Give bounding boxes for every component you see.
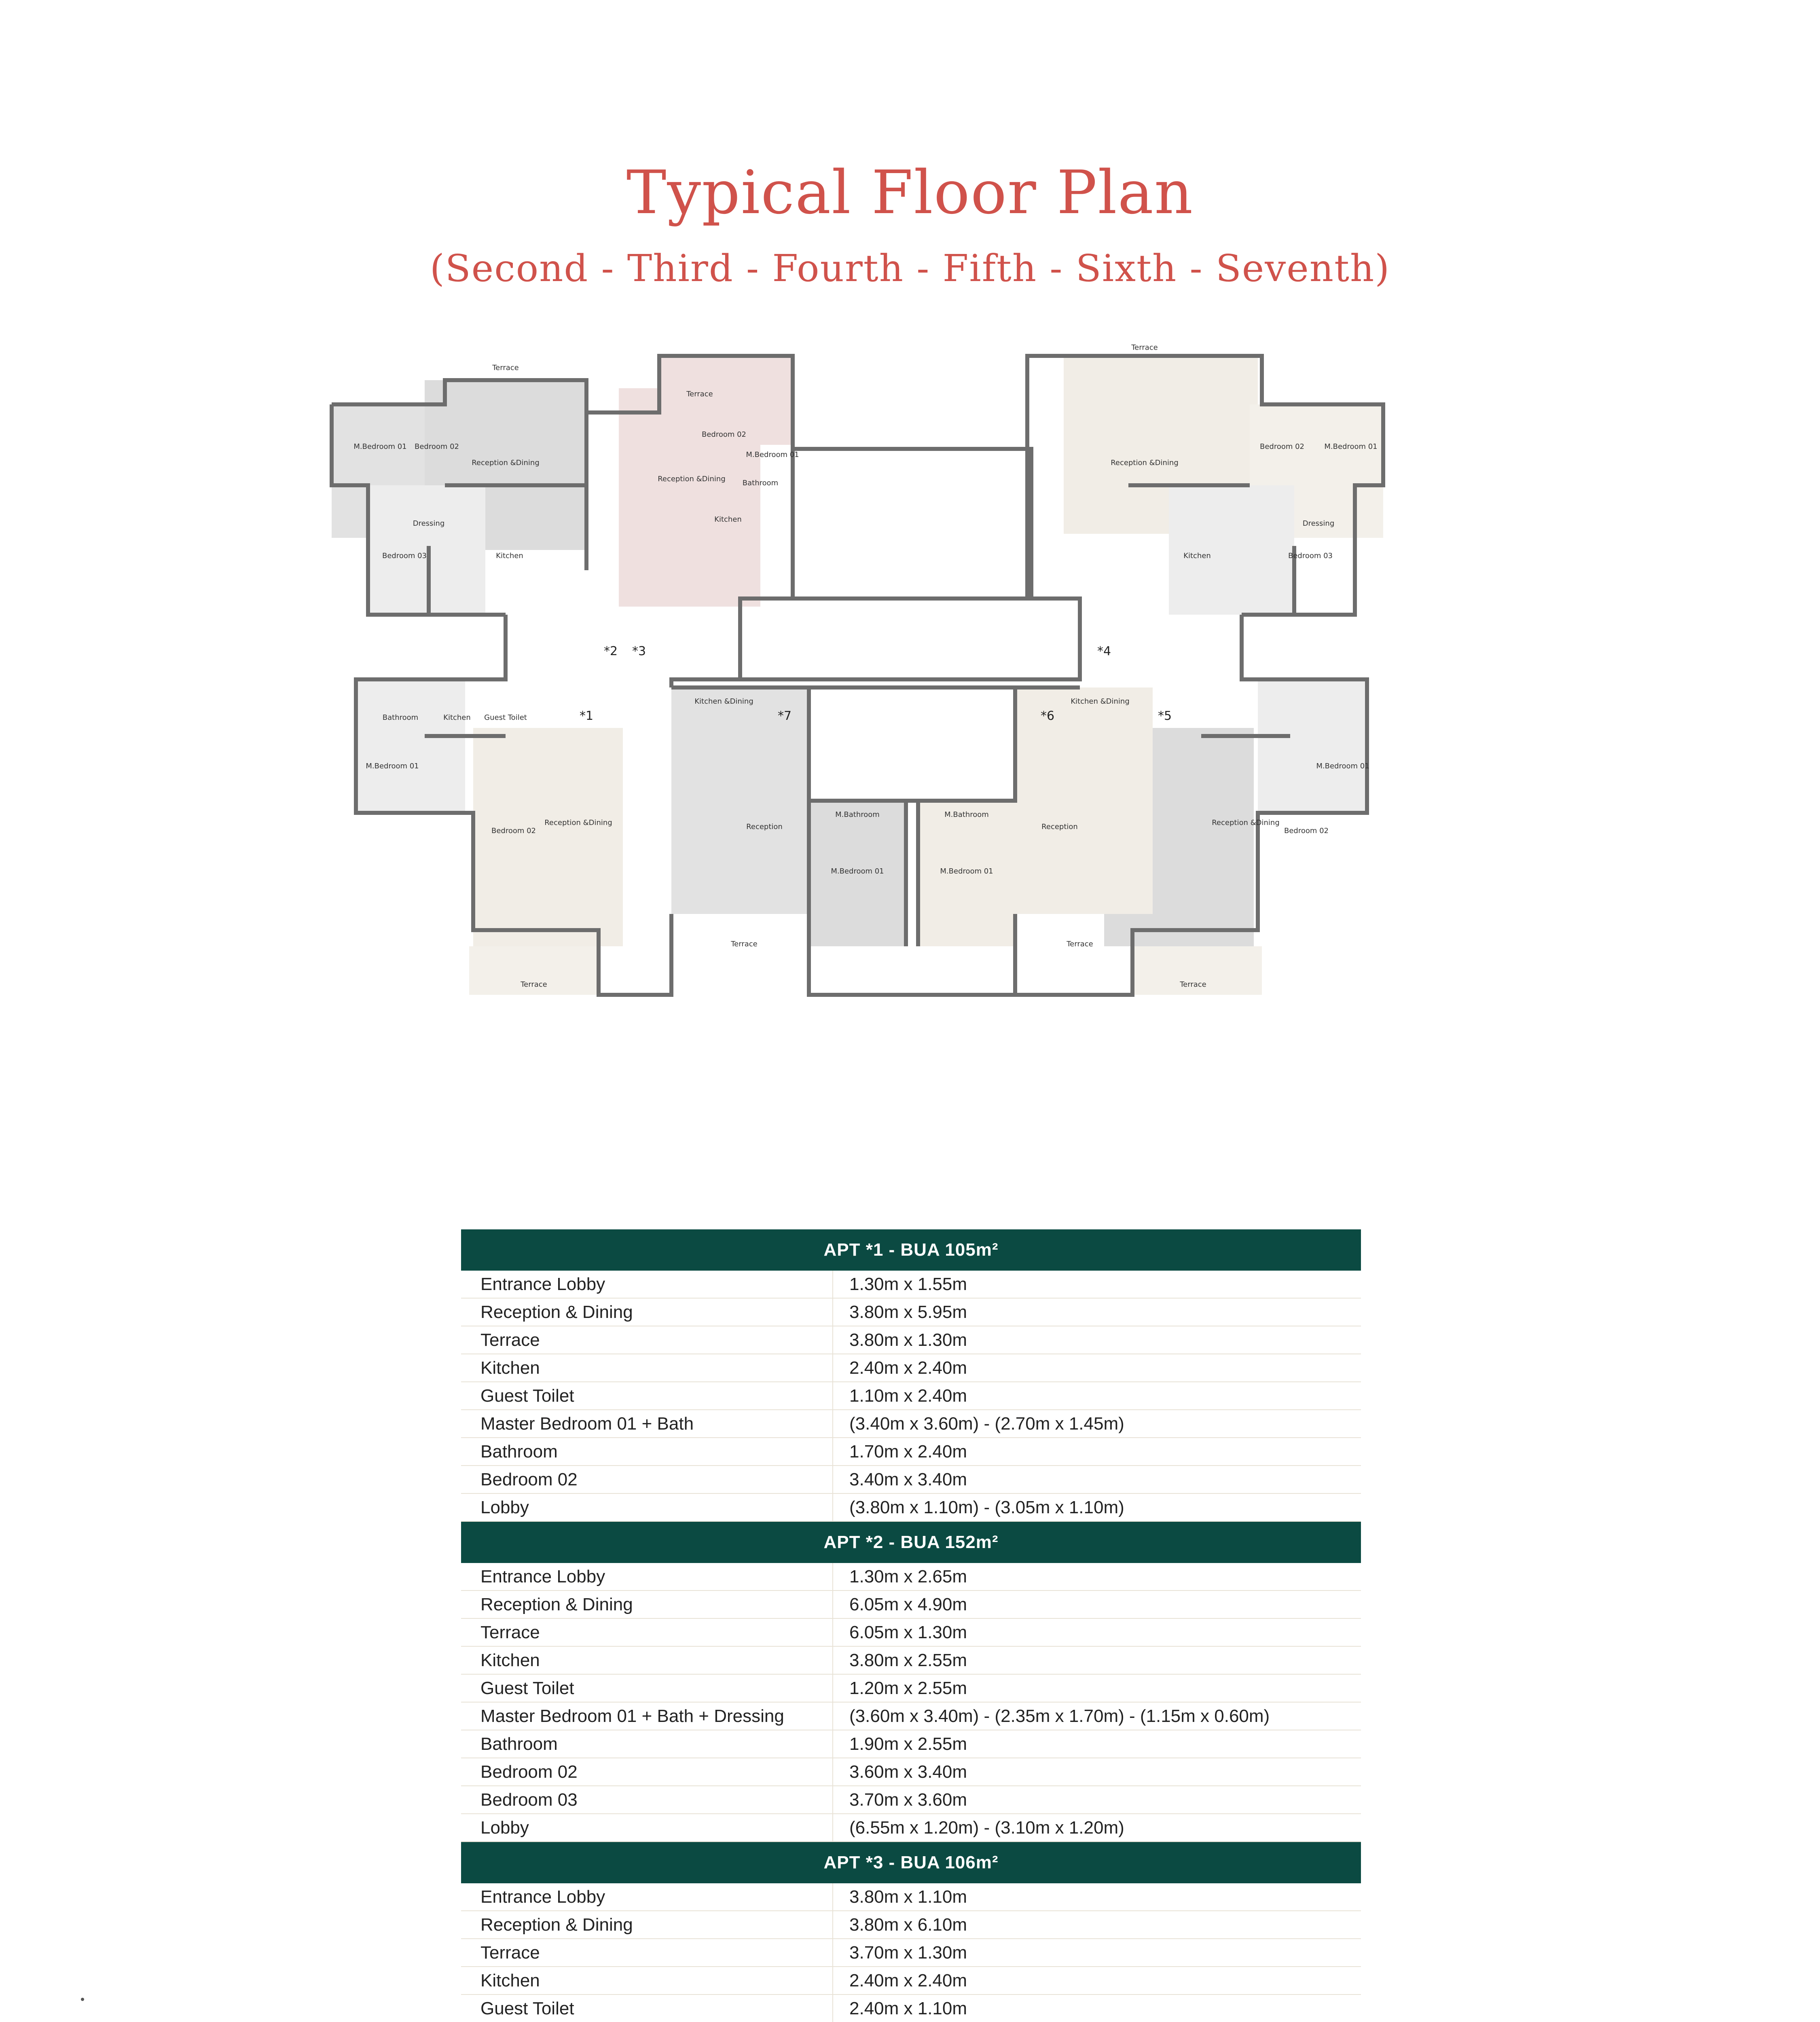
terrace-label: Terrace [1131, 343, 1158, 352]
room-name: Bathroom [461, 1730, 833, 1758]
unit-number: *6 [1040, 709, 1055, 723]
bedroom-label: Bedroom 02 [1259, 442, 1305, 451]
room-name: Guest Toilet [461, 1995, 833, 2022]
room-dimensions: 1.20m x 2.55m [849, 1678, 967, 1698]
terrace-label: Terrace [686, 390, 713, 398]
room-name: Master Bedroom 01 + Bath + Dressing [461, 1703, 833, 1730]
bedroom-label: M.Bedroom 01 [746, 451, 799, 459]
table-row [461, 1382, 1361, 1410]
room-dimensions: 6.05m x 4.90m [849, 1594, 967, 1614]
room-name: Guest Toilet [461, 1675, 833, 1702]
room-name: Lobby [461, 1494, 833, 1521]
apartment-header: APT *2 - BUA 152m² [461, 1522, 1361, 1563]
unit-number: *5 [1158, 709, 1172, 723]
room-dimensions: 3.60m x 3.40m [849, 1762, 967, 1782]
room-name: Terrace [461, 1326, 833, 1354]
bedroom-label: Bedroom 03 [382, 552, 427, 560]
bedroom-label: Bedroom 02 [414, 442, 459, 451]
room-dimensions: 1.10m x 2.40m [849, 1385, 967, 1406]
unit-number: *7 [777, 709, 792, 723]
room-dimensions: 2.40m x 1.10m [849, 1998, 967, 2018]
kitchen-label: Kitchen [443, 713, 471, 722]
apartment-header: APT *3 - BUA 106m² [461, 1842, 1361, 1883]
room-dimensions: 6.05m x 1.30m [849, 1622, 967, 1642]
reception-label: Reception &Dining [472, 459, 540, 467]
room-name: Entrance Lobby [461, 1271, 833, 1298]
kitchen-label: Kitchen [714, 515, 742, 524]
room-name: Bathroom [461, 1438, 833, 1465]
kitchen-label: Kitchen [496, 552, 523, 560]
apartment-table [461, 1842, 1361, 2022]
table-row [461, 1647, 1361, 1675]
unit-number: *4 [1097, 644, 1111, 658]
bedroom-label: Bedroom 02 [1284, 827, 1329, 835]
table-row [461, 1967, 1361, 1995]
kitchen-label: Kitchen [1183, 552, 1211, 560]
apartment-header: APT *1 - BUA 105m² [461, 1229, 1361, 1271]
floor-plan-drawing [320, 332, 1505, 1092]
guest-toilet-label: Guest Toilet [484, 713, 527, 722]
room-dimensions: 2.40m x 2.40m [849, 1970, 967, 1990]
bedroom-label: M.Bedroom 01 [831, 867, 884, 876]
table-row [461, 1271, 1361, 1299]
terrace-label: Terrace [731, 940, 758, 948]
room-dimensions: (3.80m x 1.10m) - (3.05m x 1.10m) [849, 1497, 1124, 1517]
room-name: Terrace [461, 1619, 833, 1646]
terrace-label: Terrace [1067, 940, 1093, 948]
bedroom-label: M.Bedroom 01 [940, 867, 993, 876]
room-dimensions: 3.70m x 1.30m [849, 1942, 967, 1963]
room-dimensions: (3.40m x 3.60m) - (2.70m x 1.45m) [849, 1413, 1124, 1434]
room-name: Kitchen [461, 1647, 833, 1674]
room-name: Lobby [461, 1814, 833, 1841]
table-row [461, 1591, 1361, 1619]
dressing-label: Dressing [413, 519, 445, 528]
room-name: Bedroom 02 [461, 1466, 833, 1493]
room-dimensions: 1.30m x 1.55m [849, 1274, 967, 1294]
kitchen-dining-label: Kitchen &Dining [694, 697, 753, 706]
reception-label: Reception &Dining [1212, 819, 1280, 827]
room-dimensions: 1.30m x 2.65m [849, 1566, 967, 1586]
unit-number: *2 [603, 644, 618, 658]
bedroom-label: M.Bedroom 01 [353, 442, 407, 451]
terrace-label: Terrace [521, 980, 547, 989]
table-row [461, 1786, 1361, 1814]
room-dimensions: 3.80m x 1.10m [849, 1887, 967, 1907]
bedroom-label: Bedroom 02 [491, 827, 536, 835]
room-dimensions: (3.60m x 3.40m) - (2.35m x 1.70m) - (1.15m x 0.60m) [849, 1706, 1270, 1726]
room-name: Guest Toilet [461, 1382, 833, 1409]
bedroom-label: M.Bedroom 01 [1316, 762, 1369, 770]
table-row [461, 1410, 1361, 1438]
stray-dot [81, 1998, 84, 2001]
table-row [461, 1730, 1361, 1758]
room-name: Entrance Lobby [461, 1563, 833, 1590]
room-name: Terrace [461, 1939, 833, 1966]
page-title: Typical Floor Plan [626, 158, 1194, 227]
table-row [461, 1299, 1361, 1326]
terrace-label: Terrace [1180, 980, 1206, 989]
room-dimensions: 1.70m x 2.40m [849, 1441, 967, 1462]
room-name: Kitchen [461, 1967, 833, 1994]
room-dimensions: 3.70m x 3.60m [849, 1789, 967, 1810]
apartment-table [461, 1229, 1361, 1522]
room-dimensions: 3.80m x 1.30m [849, 1330, 967, 1350]
apartment-tables [461, 1229, 1361, 2022]
room-dimensions: 1.90m x 2.55m [849, 1734, 967, 1754]
room-name: Reception & Dining [461, 1299, 833, 1326]
bathroom-label: Bathroom [742, 479, 779, 487]
table-row [461, 1995, 1361, 2022]
table-row [461, 1675, 1361, 1703]
bedroom-label: M.Bedroom 01 [366, 762, 419, 770]
unit-number: *3 [632, 644, 646, 658]
reception-label: Reception &Dining [1111, 459, 1179, 467]
room-name: Bedroom 02 [461, 1758, 833, 1785]
bedroom-label: M.Bedroom 01 [1324, 442, 1378, 451]
table-row [461, 1354, 1361, 1382]
terrace-label: Terrace [492, 364, 519, 372]
table-row [461, 1563, 1361, 1591]
room-dimensions: (6.55m x 1.20m) - (3.10m x 1.20m) [849, 1817, 1124, 1838]
room-dimensions: 3.80m x 6.10m [849, 1914, 967, 1935]
room-dimensions: 3.40m x 3.40m [849, 1469, 967, 1489]
table-row [461, 1619, 1361, 1647]
table-row [461, 1494, 1361, 1522]
table-row [461, 1911, 1361, 1939]
reception-label: Reception [1041, 823, 1078, 831]
apt-1-rooms [356, 679, 623, 995]
room-name: Kitchen [461, 1354, 833, 1381]
room-dimensions: 2.40m x 2.40m [849, 1358, 967, 1378]
bedroom-label: Bedroom 03 [1288, 552, 1333, 560]
dressing-label: Dressing [1302, 519, 1335, 528]
apartment-table [461, 1522, 1361, 1842]
page-subtitle: (Second - Third - Fourth - Fifth - Sixth - Seventh) [430, 247, 1390, 290]
reception-label: Reception &Dining [544, 819, 612, 827]
room-name: Reception & Dining [461, 1911, 833, 1938]
table-row [461, 1466, 1361, 1494]
mbathroom-label: M.Bathroom [835, 810, 880, 819]
table-row [461, 1703, 1361, 1730]
table-row [461, 1814, 1361, 1842]
room-name: Master Bedroom 01 + Bath [461, 1410, 833, 1437]
table-row [461, 1883, 1361, 1911]
table-row [461, 1939, 1361, 1967]
floor-plan [320, 332, 1505, 1092]
kitchen-dining-label: Kitchen &Dining [1071, 697, 1130, 706]
reception-label: Reception &Dining [658, 475, 726, 483]
bedroom-label: Bedroom 02 [701, 430, 747, 439]
room-name: Bedroom 03 [461, 1786, 833, 1813]
table-row [461, 1758, 1361, 1786]
reception-label: Reception [746, 823, 783, 831]
mbathroom-label: M.Bathroom [944, 810, 989, 819]
table-row [461, 1438, 1361, 1466]
room-dimensions: 3.80m x 2.55m [849, 1650, 967, 1670]
room-dimensions: 3.80m x 5.95m [849, 1302, 967, 1322]
unit-number: *1 [579, 709, 594, 723]
room-name: Entrance Lobby [461, 1883, 833, 1910]
bathroom-label: Bathroom [382, 713, 419, 722]
room-name: Reception & Dining [461, 1591, 833, 1618]
table-row [461, 1326, 1361, 1354]
